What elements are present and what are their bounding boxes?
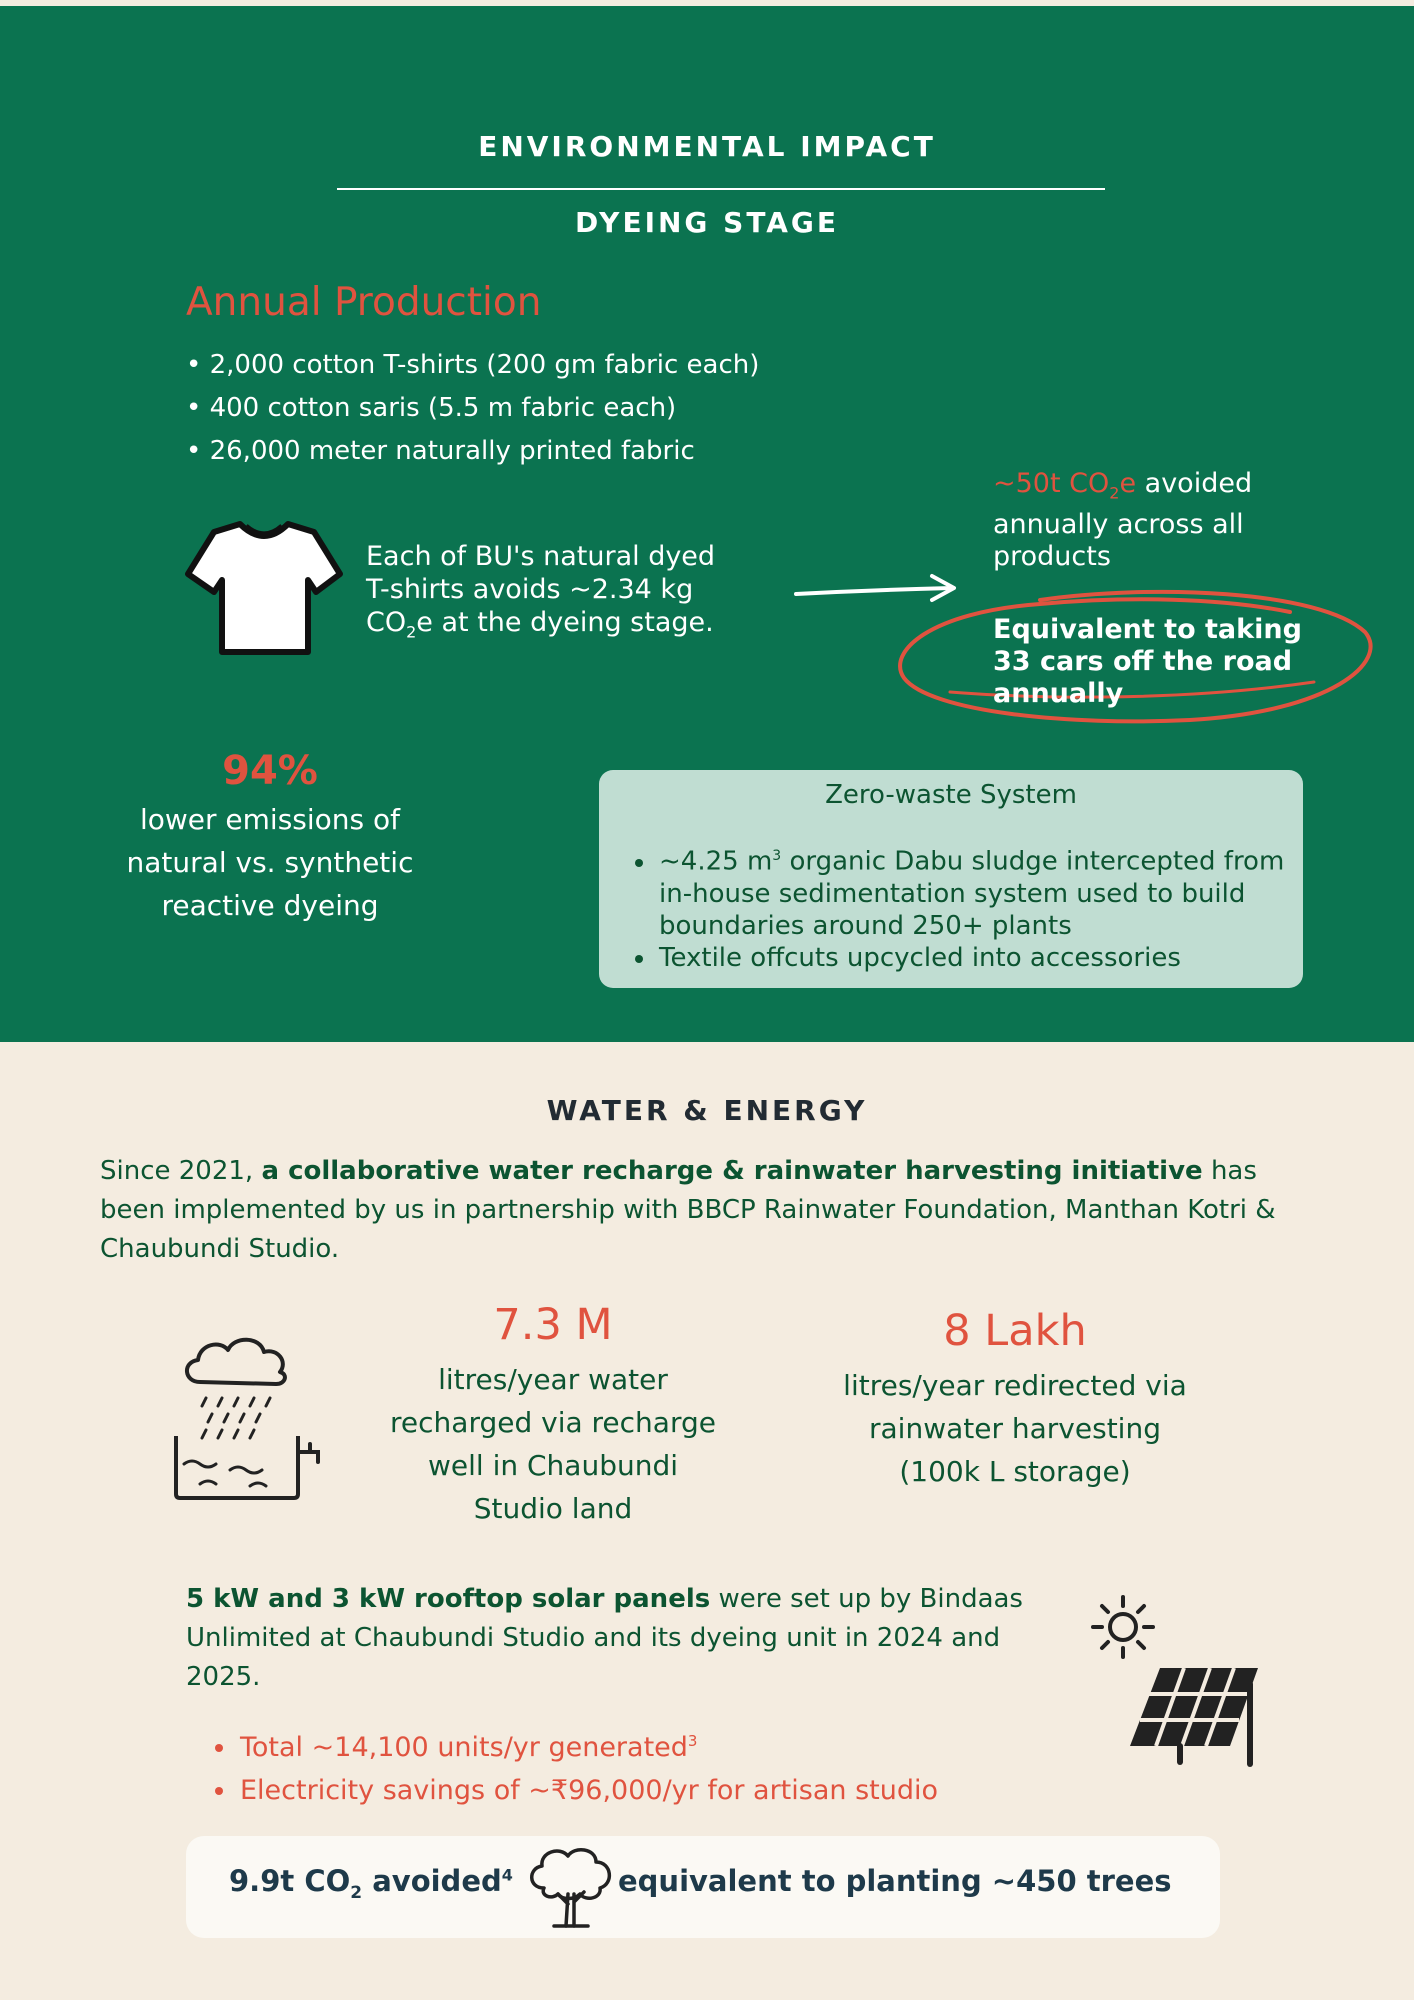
annual-production-list [186,344,759,473]
rain-tank-icon [170,1332,330,1504]
section-title: ENVIRONMENTAL IMPACT [478,130,936,163]
co2-avoided-text: 9.9t $CO_2$ avoided$^4$ [229,1864,513,1903]
rainwater-harvest-stat: 8 Lakh litres/year redirected via rainwater harvesting (100k L storage) [806,1306,1224,1493]
list-item: • Textile offcuts upcycled into accessories [657,942,1297,974]
list-item: • 400 cotton saris (5.5 m fabric each) [186,393,677,423]
harvest-value: 8 Lakh [943,1306,1087,1356]
zero-waste-title: Zero-waste System [825,780,1077,810]
list-item: • Electricity savings of ~₹96,000/yr for artisan studio [238,1769,1138,1812]
sun-icon [1090,1594,1156,1660]
cars-equivalent-text: Equivalent to taking 33 cars off the road annually [993,614,1302,709]
annual-avoided-text: ~50t $CO_2e$ avoided annually across all products [993,468,1253,573]
solar-text: 5 kW and 3 kW rooftop solar panels were set up by Bindaas Unlimited at Chaubundi Studio and its dyeing unit in 2024 and 2025. [186,1584,1023,1692]
solar-benefits-list [208,1720,1138,1812]
list-item: • Total ~14,100 units/yr generated$^3$ [238,1720,1138,1769]
percent-value: 94% [222,748,318,794]
water-recharge-stat: 7.3 M litres/year water recharged via recharge well in Chaubundi Studio land [370,1300,736,1530]
list-item: • ~4.25 $m^3$ organic Dabu sludge intercepted from in-house sedimentation system used to build boundaries around 250+ plants [657,840,1297,942]
title-divider [337,188,1105,190]
zero-waste-box [599,770,1303,988]
trees-equivalent-text: equivalent to planting ~450 trees [618,1864,1172,1898]
tshirt-icon [184,518,344,658]
section-subtitle: DYEING STAGE [574,206,840,239]
water-intro: Since 2021, a collaborative water recharge & rainwater harvesting initiative has been implemented by us in partnership with BBCP Rainwater Foundation, Manthan Kotri & Chaubundi Studio. [100,1156,1276,1264]
tree-icon [524,1844,618,1928]
solar-panel-icon [1126,1664,1262,1768]
water-energy-title: WATER & ENERGY [546,1094,868,1127]
percent-stat: 94% lower emissions of natural vs. synthetic reactive dyeing [100,748,440,927]
list-item: • 2,000 cotton T-shirts (200 gm fabric each) [186,350,760,380]
annual-production-heading: Annual Production [186,280,542,325]
recharge-value: 7.3 M [493,1300,613,1350]
list-item: • 26,000 meter naturally printed fabric [186,436,695,466]
tshirt-emission-text: Each of BU's natural dyed T-shirts avoids ~2.34 kg $CO_2e$ at the dyeing stage. [366,541,716,642]
zero-waste-list [627,840,1297,974]
